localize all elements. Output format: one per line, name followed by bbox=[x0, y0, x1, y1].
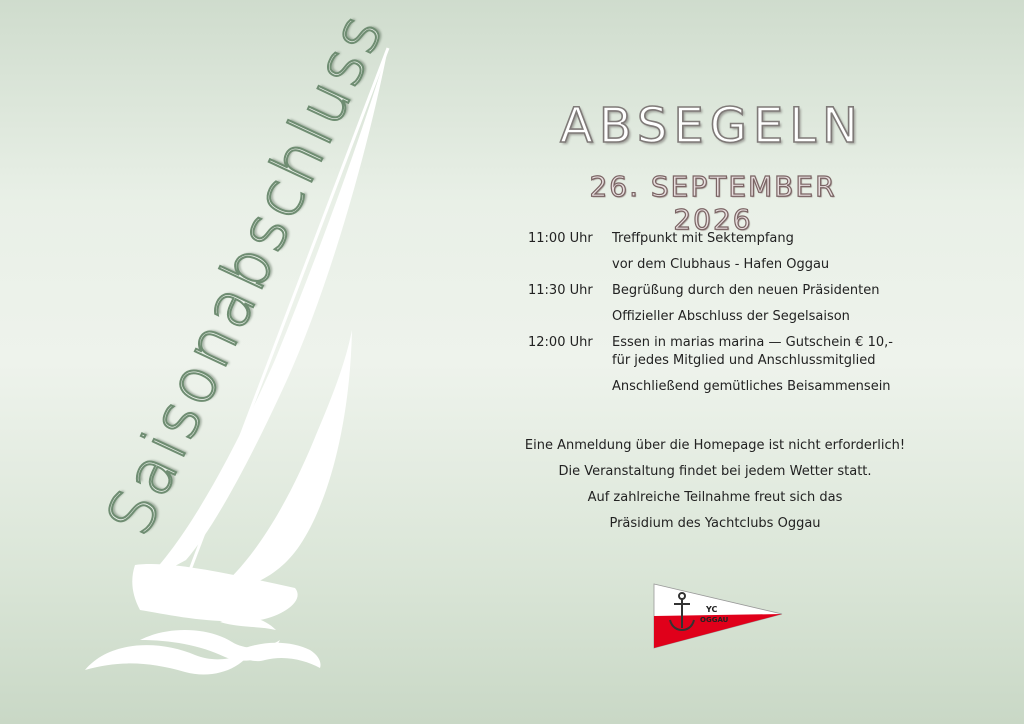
info-line: Präsidium des Yachtclubs Oggau bbox=[609, 516, 821, 531]
info-line: Eine Anmeldung über die Homepage ist nicht erforderlich! bbox=[524, 438, 906, 453]
schedule-line: Treffpunkt mit Sektempfang bbox=[612, 231, 794, 246]
schedule-row bbox=[500, 282, 920, 326]
info-line: Die Veranstaltung findet bei jedem Wetter statt. bbox=[558, 464, 872, 479]
schedule-time: 11:00 Uhr bbox=[528, 231, 593, 246]
schedule-time: 11:30 Uhr bbox=[528, 283, 593, 298]
schedule-line: Anschließend gemütliches Beisammensein bbox=[612, 379, 891, 394]
logo-text-yc: YC bbox=[706, 605, 718, 614]
event-date: 26. SEPTEMBER 2026 bbox=[589, 170, 837, 236]
info-block bbox=[500, 437, 930, 541]
wave-shape bbox=[235, 643, 321, 668]
schedule-line: Begrüßung durch den neuen Präsidenten bbox=[612, 283, 880, 298]
schedule-line: Essen in marias marina — Gutschein € 10,- für jedes Mitglied und Anschlussmitglied bbox=[612, 335, 893, 368]
schedule-line: Offizieller Abschluss der Segelsaison bbox=[612, 309, 850, 324]
schedule-time: 12:00 Uhr bbox=[528, 335, 593, 350]
logo-text-oggau: OGGAU bbox=[700, 616, 729, 624]
vertical-title: Saisonabschluss bbox=[92, 0, 399, 546]
club-pennant-logo bbox=[650, 582, 784, 650]
schedule-line: vor dem Clubhaus - Hafen Oggau bbox=[612, 257, 830, 272]
schedule bbox=[500, 230, 920, 404]
page-title: ABSEGELN bbox=[560, 98, 864, 154]
schedule-row bbox=[500, 230, 920, 274]
schedule-row bbox=[500, 334, 920, 396]
info-line: Auf zahlreiche Teilnahme freut sich das bbox=[587, 490, 843, 505]
